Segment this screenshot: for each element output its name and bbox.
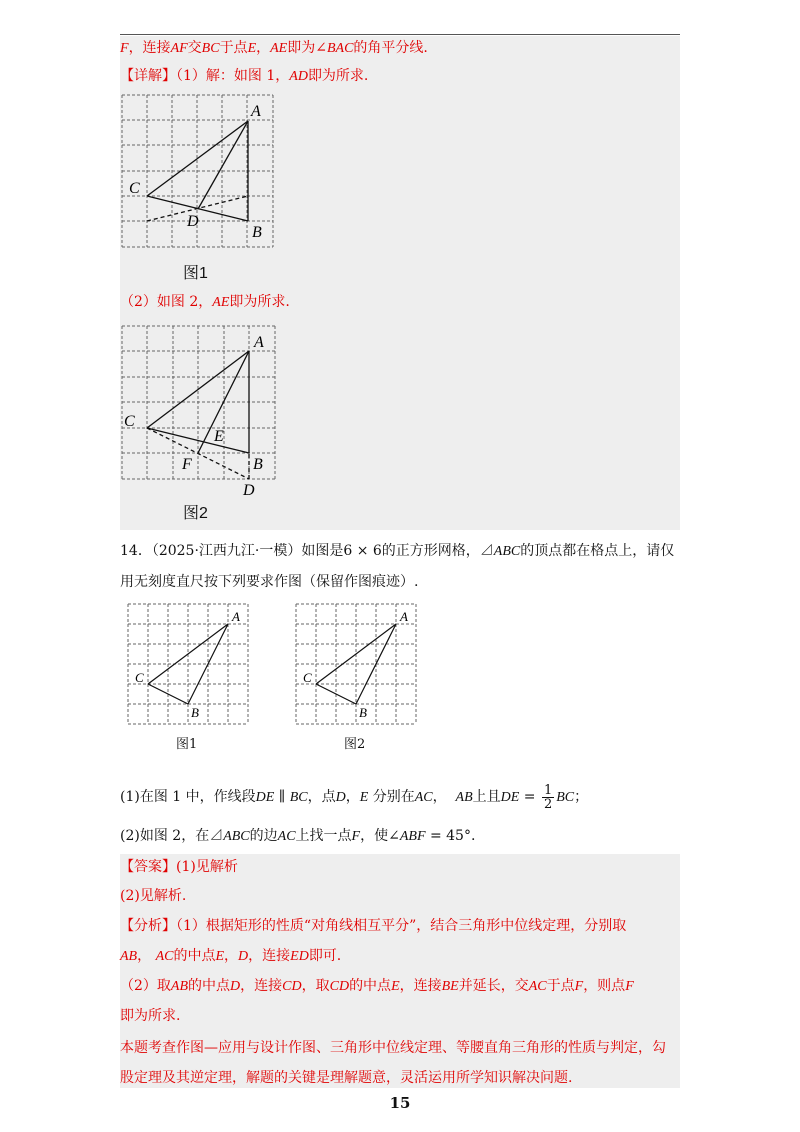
analysis-line3: （2）取AB的中点D，连接CD，取CD的中点E，连接BE并延长，交AC于点F，则点F — [120, 978, 634, 994]
label-F: F — [182, 456, 192, 473]
fig1-caption: 图1 — [183, 265, 208, 282]
label-A: A — [400, 609, 408, 624]
label-E: E — [214, 428, 224, 445]
label-A: A — [251, 103, 261, 120]
page-number: 15 — [389, 1094, 411, 1112]
q14-fig1-caption: 图1 — [176, 737, 198, 752]
figure-2 — [118, 322, 298, 502]
figure-1 — [118, 92, 288, 252]
answer-line1: 【答案】(1)见解析 — [120, 859, 238, 875]
fig2-caption: 图2 — [183, 505, 208, 522]
q14-req2: (2)如图 2，在⊿ABC的边AC上找一点F，使∠ABF = 45°. — [120, 828, 476, 844]
grid-lines — [296, 604, 416, 724]
label-B: B — [359, 705, 367, 720]
analysis-line6: 股定理及其逆定理，解题的关键是理解题意，灵活运用所学知识解决问题. — [120, 1070, 573, 1086]
label-C: C — [135, 670, 144, 685]
top-rule — [120, 34, 680, 35]
label-C: C — [129, 180, 140, 197]
q14-line2: 用无刻度直尺按下列要求作图（保留作图痕迹）. — [120, 574, 419, 590]
analysis-line1: 【分析】（1）根据矩形的性质“对角线相互平分”，结合三角形中位线定理，分别取 — [120, 918, 627, 934]
q14-line1: 14．（2025·江西九江·一模）如图是6 × 6的正方形网格，⊿ABC的顶点都在格点上，请仅 — [120, 543, 675, 559]
label-C: C — [124, 413, 135, 430]
grid-lines — [128, 604, 248, 724]
q14-figure-1 — [124, 600, 254, 726]
label-A: A — [254, 334, 264, 351]
answer-line2: (2)见解析. — [120, 888, 187, 904]
analysis-line4: 即为所求. — [120, 1008, 181, 1024]
fraction-one-half: $\frac{1}{2}$ — [543, 782, 553, 812]
q14-figure-2 — [292, 600, 422, 726]
analysis-line5: 本题考查作图—应用与设计作图、三角形中位线定理、等腰直角三角形的性质与判定，勾 — [120, 1040, 666, 1056]
part2-line: （2）如图 2，AE即为所求. — [120, 294, 290, 310]
label-D: D — [243, 482, 255, 499]
label-B: B — [253, 456, 263, 473]
q14-fig2-caption: 图2 — [344, 737, 366, 752]
q14-req1: (1)在图 1 中，作线段DE ∥ BC，点D，E 分别在AC， AB上且DE = $\frac{1}{2}$ BC； — [120, 782, 589, 812]
label-C: C — [303, 670, 312, 685]
label-A: A — [232, 609, 240, 624]
label-B: B — [252, 224, 262, 241]
analysis-line2: AB， AC的中点E，D，连接ED即可. — [120, 948, 342, 964]
detail-line: 【详解】（1）解：如图 1，AD即为所求. — [120, 68, 369, 84]
continuation-line: F，连接AF交BC于点E，AE即为∠BAC的角平分线. — [120, 40, 428, 56]
label-D: D — [187, 213, 199, 230]
label-B: B — [191, 705, 199, 720]
